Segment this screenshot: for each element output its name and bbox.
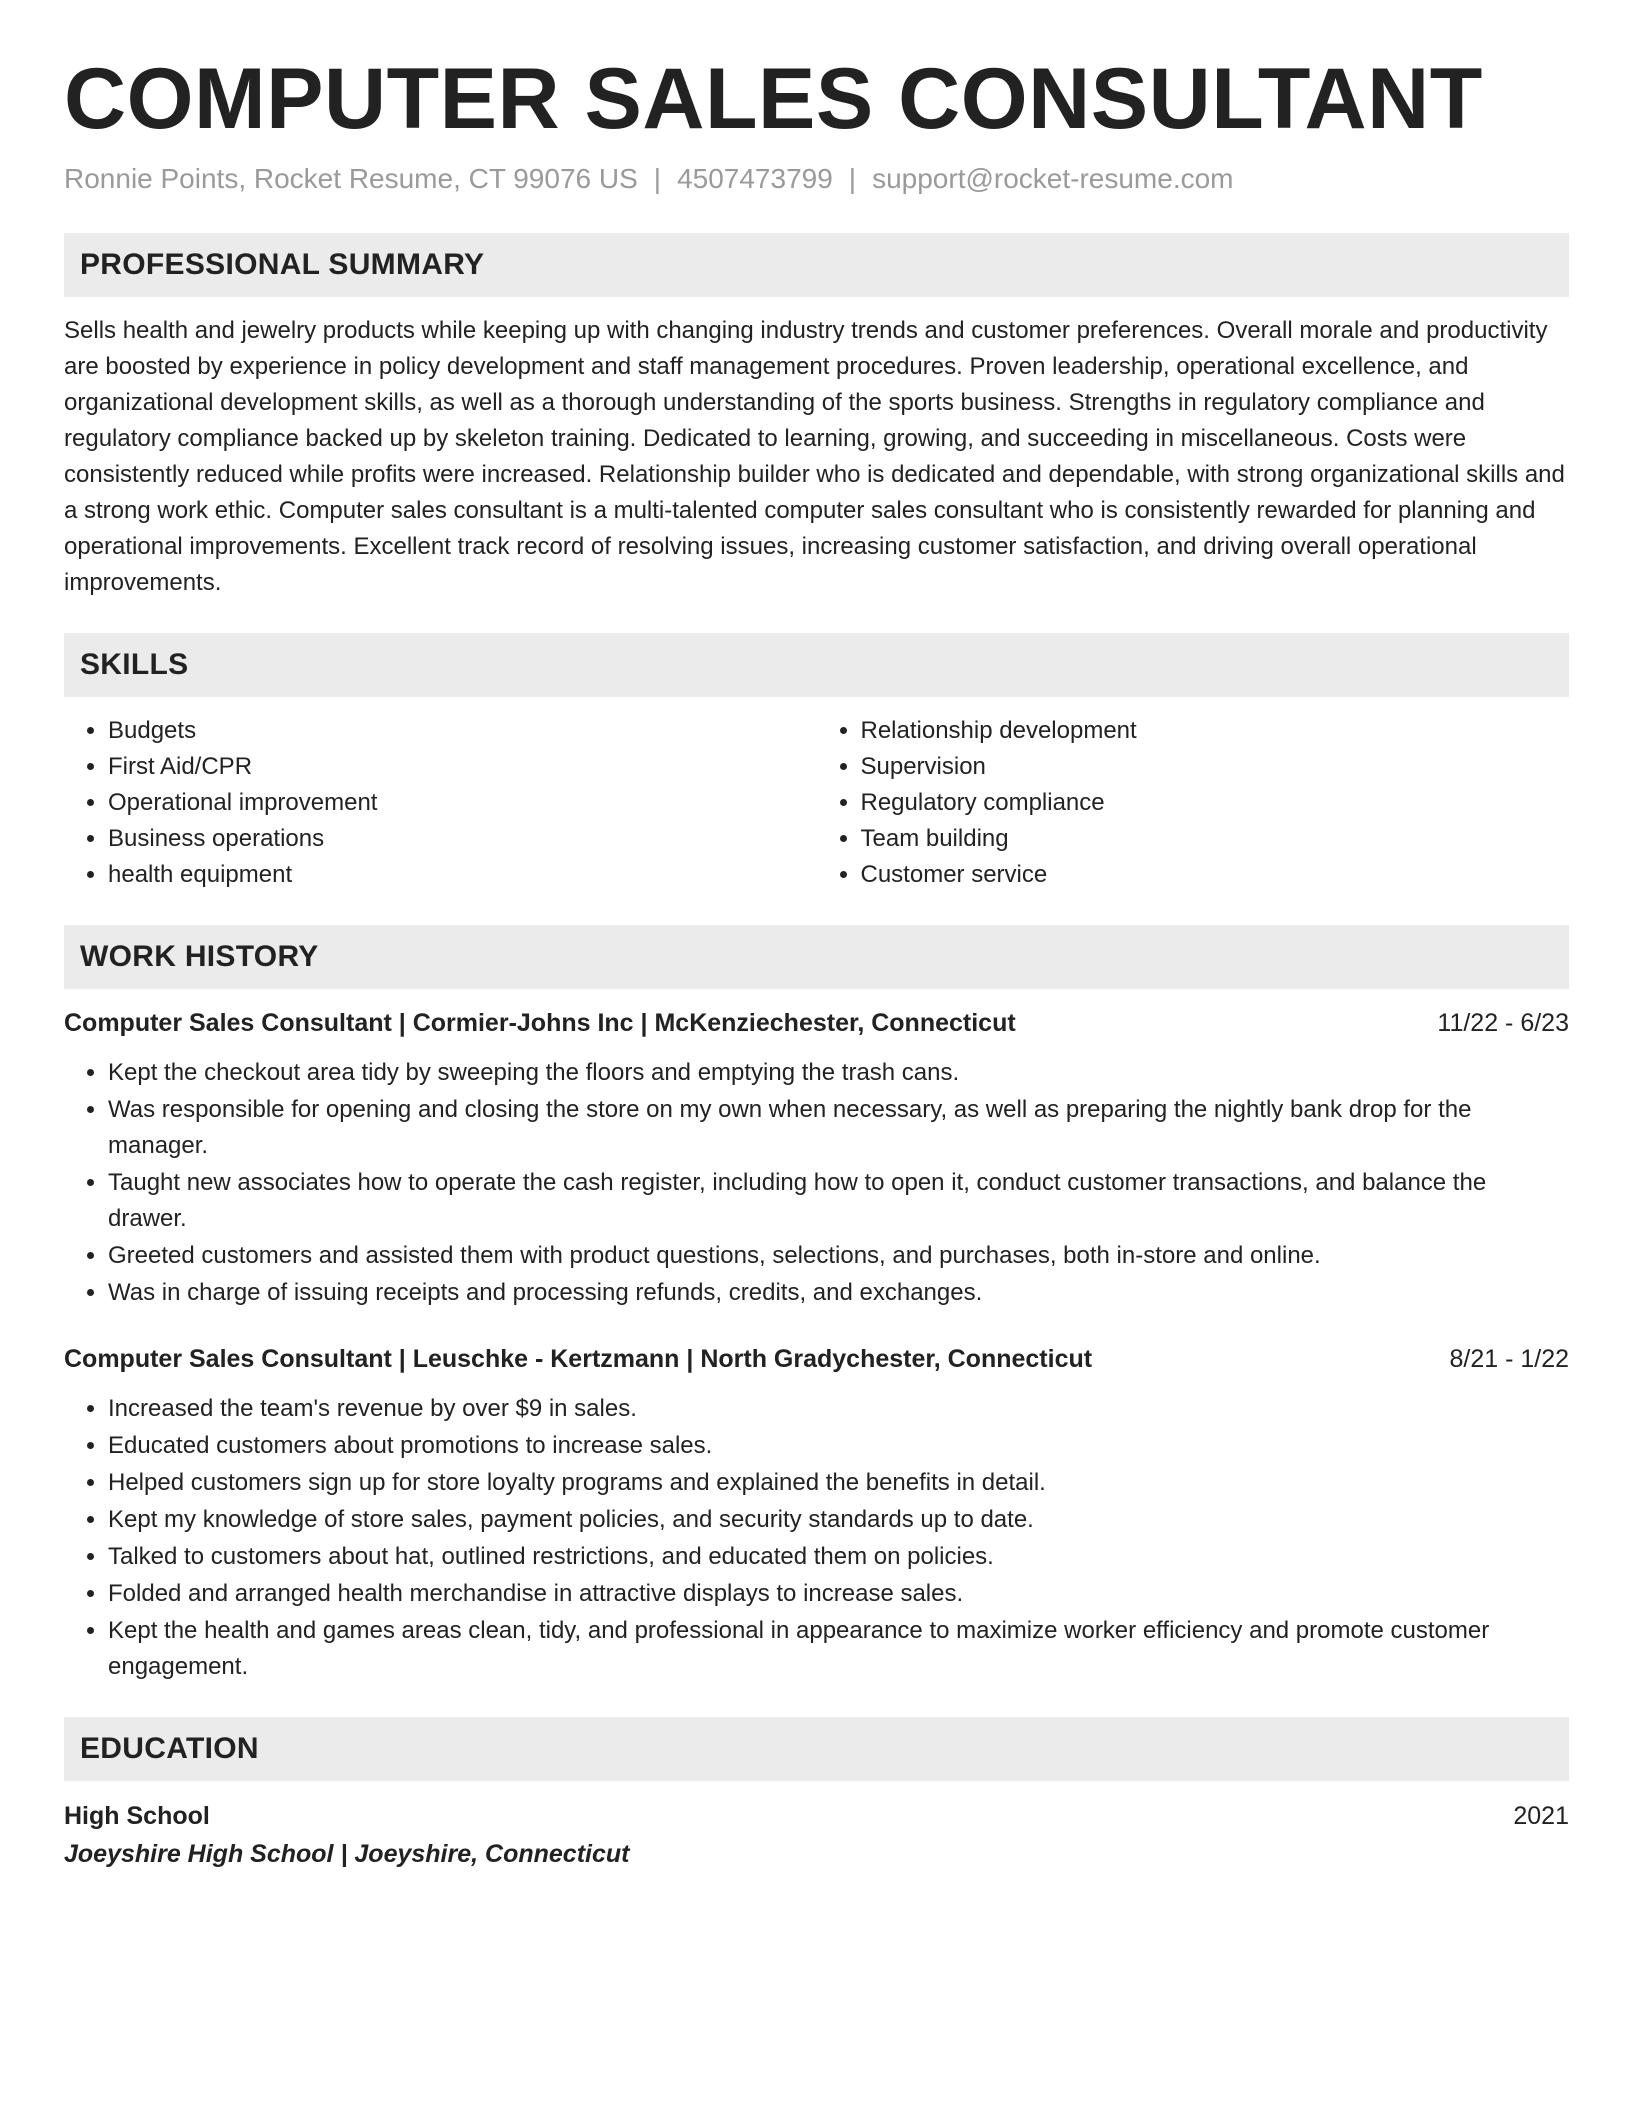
job-bullet: • Educated customers about promotions to increase sales. <box>108 1428 1569 1464</box>
job-bullet: • Was in charge of issuing receipts and processing refunds, credits, and exchanges. <box>108 1275 1569 1311</box>
job-bullet: • Kept the checkout area tidy by sweeping the floors and emptying the trash cans. <box>108 1055 1569 1091</box>
skills-column-right <box>817 713 1570 893</box>
job-header <box>64 1005 1569 1041</box>
skill-item: • Customer service <box>861 857 1570 893</box>
job-bullets <box>64 1055 1569 1311</box>
job-bullet: • Talked to customers about hat, outlined restrictions, and educated them on policies. <box>108 1539 1569 1575</box>
section-header-education: EDUCATION <box>64 1717 1569 1781</box>
job-title: Computer Sales Consultant | Leuschke - Kertzmann | North Gradychester, Connecticut <box>64 1344 1093 1373</box>
skills-list <box>64 713 1569 893</box>
section-header-skills: SKILLS <box>64 633 1569 697</box>
job-bullets <box>64 1391 1569 1685</box>
skill-item: • Business operations <box>108 821 817 857</box>
education-degree: High School <box>64 1801 210 1830</box>
contact-address: Ronnie Points, Rocket Resume, CT 99076 US <box>64 162 638 194</box>
job-header <box>64 1341 1569 1377</box>
contact-phone: 4507473799 <box>677 162 833 194</box>
job-bullet: • Kept the health and games areas clean, tidy, and professional in appearance to maximize worker efficiency and promote customer engagement. <box>108 1613 1569 1685</box>
skill-item: • Budgets <box>108 713 817 749</box>
skill-item: • Operational improvement <box>108 785 817 821</box>
contact-separator: | <box>653 162 662 194</box>
skill-item: • Supervision <box>861 749 1570 785</box>
resume-title: COMPUTER SALES CONSULTANT <box>64 51 1483 147</box>
job-entry <box>64 1341 1569 1685</box>
job-entry <box>64 1005 1569 1311</box>
skill-item: • Relationship development <box>861 713 1570 749</box>
skill-item: • Team building <box>861 821 1570 857</box>
skill-item: • health equipment <box>108 857 817 893</box>
summary-text: Sells health and jewelry products while keeping up with changing industry trends and customer preferences. Overall morale and productivity are boosted by experience in policy development and staff management procedures. Proven leadership, operational excellence, and organizational development skills, as well as a thorough understanding of the sports business. Strengths in regulatory compliance and regulatory compliance backed up by skeleton training. Dedicated to learning, growing, and succeeding in miscellaneous. Costs were consistently reduced while profits were increased. Relationship builder who is dedicated and dependable, with strong organizational skills and a strong work ethic. Computer sales consultant is a multi-talented computer sales consultant who is consistently rewarded for planning and operational improvements. Excellent track record of resolving issues, increasing customer satisfaction, and driving overall operational improvements. <box>64 316 1565 596</box>
contact-line <box>64 161 1569 197</box>
section-header-work-history: WORK HISTORY <box>64 925 1569 989</box>
job-bullet: • Was responsible for opening and closing the store on my own when necessary, as well as preparing the nightly bank drop for the manager. <box>108 1092 1569 1164</box>
job-dates: 11/22 - 6/23 <box>1437 1008 1569 1037</box>
job-bullet: • Folded and arranged health merchandise in attractive displays to increase sales. <box>108 1576 1569 1612</box>
education-entry <box>64 1797 1569 1873</box>
section-header-summary: PROFESSIONAL SUMMARY <box>64 233 1569 297</box>
job-bullet: • Taught new associates how to operate the cash register, including how to open it, conduct customer transactions, and balance the drawer. <box>108 1165 1569 1237</box>
skills-column-left <box>64 713 817 893</box>
contact-separator: | <box>848 162 857 194</box>
education-year: 2021 <box>1513 1801 1569 1830</box>
skill-item: • First Aid/CPR <box>108 749 817 785</box>
job-bullet: • Helped customers sign up for store loyalty programs and explained the benefits in detail. <box>108 1465 1569 1501</box>
education-school: Joeyshire High School | Joeyshire, Connecticut <box>64 1839 630 1868</box>
contact-email: support@rocket-resume.com <box>872 162 1234 194</box>
job-bullet: • Greeted customers and assisted them with product questions, selections, and purchases, both in-store and online. <box>108 1238 1569 1274</box>
job-bullet: • Kept my knowledge of store sales, payment policies, and security standards up to date. <box>108 1502 1569 1538</box>
education-header <box>64 1797 1569 1835</box>
skill-item: • Regulatory compliance <box>861 785 1570 821</box>
job-bullet: • Increased the team's revenue by over $9 in sales. <box>108 1391 1569 1427</box>
job-dates: 8/21 - 1/22 <box>1449 1344 1569 1373</box>
job-title: Computer Sales Consultant | Cormier-Johns Inc | McKenziechester, Connecticut <box>64 1008 1016 1037</box>
